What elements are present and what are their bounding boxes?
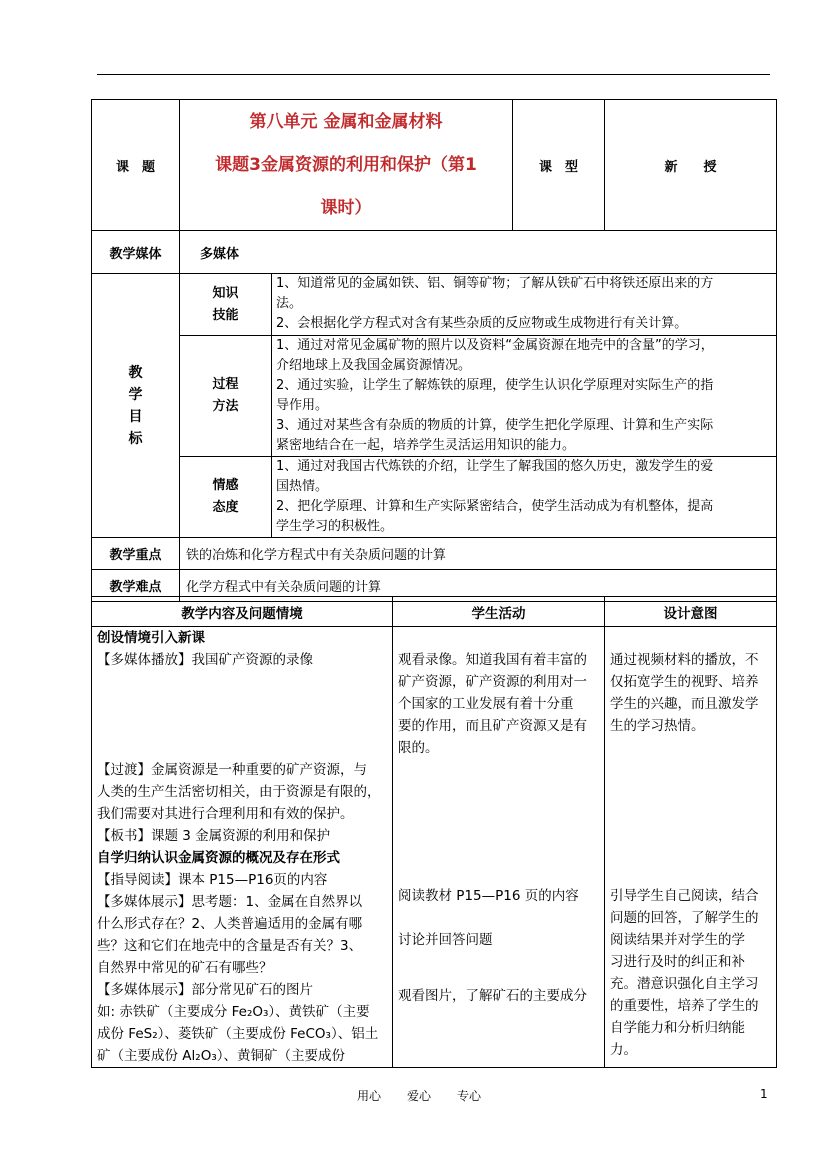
content-line: 如: 赤铁矿（主要成分 Fe₂O₃）、黄铁矿（主要: [97, 1004, 370, 1020]
activity-line: 讨论并回答问题: [398, 932, 493, 948]
title-line-3: 课时）: [320, 197, 372, 218]
objective-line: 3、通过对某些含有杂质的物质的计算，使学生把化学原理、计算和生产实际: [276, 418, 714, 433]
objective-line: 2、通过实验，让学生了解炼铁的原理，使学生认识化学原理对实际生产的指: [276, 378, 714, 393]
key-point-label: 教学重点: [92, 538, 180, 570]
objective-line: 1、通过对我国古代炼铁的介绍，让学生了解我国的悠久历史，激发学生的爱: [276, 459, 714, 474]
page-number: 1: [760, 1087, 768, 1101]
teaching-process-table: [91, 596, 777, 1068]
content-column: [92, 627, 393, 1068]
intent-line: 的重要性，培养了学生的: [610, 998, 759, 1014]
activity-line: 观看录像。知道我国有着丰富的: [398, 652, 587, 668]
intent-line: 力。: [610, 1042, 637, 1058]
lesson-info-table: [91, 99, 777, 602]
objectives-label: [92, 274, 180, 538]
content-line: 人类的生产生活密切相关，由于资源是有限的，: [97, 784, 381, 800]
objective-line: 法。: [276, 296, 303, 311]
key-point-value: 铁的冶炼和化学方程式中有关杂质问题的计算: [180, 538, 777, 570]
activity-line: 个国家的工业发展有着十分重: [398, 696, 574, 712]
intent-line: 通过视频材料的播放，不: [610, 652, 759, 668]
intent-line: 学生的兴趣，而且激发学: [610, 696, 759, 712]
activity-line: 矿产资源，矿产资源的利用对一: [398, 674, 587, 690]
type-value: 新 授: [605, 100, 777, 231]
content-line: 【多媒体展示】思考题：1、金属在自然界以: [97, 894, 363, 910]
objective-line: 介绍地球上及我国金属资源情况。: [276, 358, 472, 373]
activity-column: [393, 627, 605, 1068]
section-heading: 自学归纳认识金属资源的概况及存在形式: [97, 850, 340, 866]
content-line: 【多媒体展示】部分常见矿石的图片: [97, 982, 313, 998]
footer-word: 专心: [457, 1089, 482, 1103]
footer-word: 用心: [357, 1089, 382, 1103]
objective-name-line: 方法: [212, 399, 239, 414]
intent-line: 仅拓宽学生的视野、培养: [610, 674, 759, 690]
column-header-content: 教学内容及问题情境: [92, 597, 393, 627]
activity-line: 要的作用，而且矿产资源又是有: [398, 718, 587, 734]
type-label: 课 型: [513, 100, 605, 231]
content-line: 【多媒体播放】我国矿产资源的录像: [97, 652, 313, 668]
objective-name-knowledge: [180, 274, 272, 336]
objectives-char-1: 教: [128, 364, 143, 381]
footer-word: 爱心: [407, 1089, 432, 1103]
objective-line: 紧密地结合在一起，培养学生灵活运用知识的能力。: [276, 438, 576, 453]
intent-line: 问题的回答，了解学生的: [610, 910, 759, 926]
objective-process-text: [272, 336, 777, 457]
content-line: 什么形式存在？2、人类普遍适用的金属有哪: [97, 916, 363, 932]
lesson-title: [180, 100, 513, 231]
objective-line: 2、会根据化学方程式对含有某些杂质的反应物或生成物进行有关计算。: [276, 316, 688, 331]
difficulty-value: 化学方程式中有关杂质问题的计算: [180, 570, 777, 602]
media-label: 教学媒体: [92, 231, 180, 274]
column-header-activity: 学生活动: [393, 597, 605, 627]
content-line: 我们需要对其进行合理利用和有效的保护。: [97, 806, 354, 822]
intent-line: 自学能力和分析归纳能: [610, 1020, 745, 1036]
objective-line: 学生学习的积极性。: [276, 519, 394, 534]
objectives-char-4: 标: [128, 430, 143, 447]
objectives-char-2: 学: [128, 386, 143, 403]
topic-label: 课 题: [92, 100, 180, 231]
intent-line: 充。潜意识强化自主学习: [610, 976, 759, 992]
activity-line: 限的。: [398, 740, 439, 756]
content-line: 【板书】课题 3 金属资源的利用和保护: [97, 828, 331, 844]
objective-name-attitude: [180, 457, 272, 538]
intent-column: [605, 627, 777, 1068]
intent-line: 生的学习热情。: [610, 718, 705, 734]
difficulty-label: 教学难点: [92, 570, 180, 602]
objective-line: 国热情。: [276, 479, 329, 494]
column-header-intent: 设计意图: [605, 597, 777, 627]
content-line: 自然界中常见的矿石有哪些？: [97, 960, 273, 976]
activity-line: 阅读教材 P15—P16 页的内容: [398, 888, 579, 904]
intent-line: 阅读结果并对学生的学: [610, 932, 745, 948]
content-line: 些？这和它们在地壳中的含量是否有关？3、: [97, 938, 363, 954]
objective-name-line: 态度: [212, 500, 239, 515]
intent-line: 习进行及时的纠正和补: [610, 954, 745, 970]
objective-line: 1、知道常见的金属如铁、铝、铜等矿物；了解从铁矿石中将铁还原出来的方: [276, 276, 714, 291]
objective-name-process: [180, 336, 272, 457]
objective-name-line: 情感: [212, 478, 239, 493]
objective-name-line: 知识: [212, 285, 239, 301]
objective-name-line: 过程: [212, 377, 239, 392]
objectives-char-3: 目: [128, 408, 143, 425]
title-line-2: 课题3金属资源的利用和保护（第1: [215, 154, 477, 175]
objective-attitude-text: [272, 457, 777, 538]
objective-line: 导作用。: [276, 398, 329, 413]
content-line: 【指导阅读】课本 P15—P16页的内容: [97, 872, 328, 888]
objective-line: 1、通过对常见金属矿物的照片以及资料“金属资源在地壳中的含量”的学习，: [276, 338, 714, 353]
section-heading: 创设情境引入新课: [97, 630, 205, 646]
title-line-1: 第八单元 金属和金属材料: [249, 111, 443, 132]
intent-line: 引导学生自己阅读，结合: [610, 888, 759, 904]
content-line: 成份 FeS₂）、菱铁矿（主要成份 FeCO₃）、铝土: [97, 1026, 379, 1042]
activity-line: 观看图片，了解矿石的主要成分: [398, 988, 587, 1004]
objective-line: 2、把化学原理、计算和生产实际紧密结合，使学生活动成为有机整体，提高: [276, 499, 714, 514]
objective-knowledge-text: [272, 274, 777, 336]
objective-name-line: 技能: [212, 307, 239, 323]
content-line: 矿（主要成份 Al₂O₃）、黄铜矿（主要成份: [97, 1048, 345, 1064]
header-rule: [97, 74, 770, 75]
content-line: 【过渡】金属资源是一种重要的矿产资源，与: [97, 762, 367, 778]
media-value: 多媒体: [180, 231, 777, 274]
